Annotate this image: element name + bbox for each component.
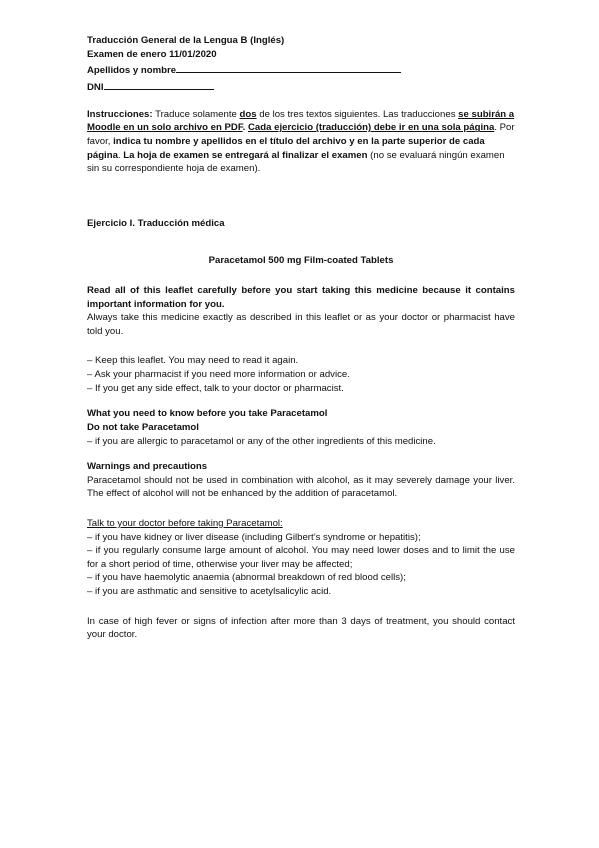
- name-label: Apellidos y nombre: [87, 65, 177, 77]
- list-item: – If you get any side effect, talk to your doctor or pharmacist.: [87, 382, 344, 394]
- exam-header: [87, 34, 515, 95]
- name-input-line[interactable]: [176, 62, 401, 73]
- instructions-emphasis: La hoja de examen se entregará al finalizar el examen: [123, 149, 368, 161]
- dni-field: [87, 79, 515, 95]
- exam-date: Examen de enero 11/01/2020: [87, 49, 217, 61]
- instructions-text: .: [242, 122, 248, 134]
- section-subheading: Do not take Paracetamol: [87, 421, 199, 433]
- instructions-text: . Por favor,: [87, 122, 515, 147]
- intro-text: Always take this medicine exactly as described in this leaflet or as your doctor or pharmacist have told you.: [87, 312, 515, 337]
- instructions-emphasis: dos: [239, 108, 257, 120]
- instructions-text: de los tres textos siguientes. Las traducciones: [256, 108, 459, 120]
- section-text: Paracetamol should not be used in combination with alcohol, as it may severely damage your liver. The effect of alcohol will not be enhanced by the addition of paracetamol.: [87, 474, 515, 500]
- advice-list: [87, 354, 515, 395]
- list-item: – Keep this leaflet. You may need to read it again.: [87, 355, 299, 367]
- instructions-emphasis: se subirán a Moodle en un solo archivo en PDF: [87, 108, 515, 134]
- name-field: [87, 62, 515, 78]
- course-title: Traducción General de la Lengua B (Inglés): [87, 35, 285, 46]
- list-item: – if you have kidney or liver disease (including Gilbert’s syndrome or hepatitis);: [87, 531, 421, 543]
- section-heading: Talk to your doctor before taking Paracetamol:: [87, 517, 283, 529]
- leaflet-title: Paracetamol 500 mg Film-coated Tablets: [208, 255, 394, 267]
- instructions-text: .: [117, 149, 124, 161]
- list-item: – if you are asthmatic and sensitive to acetylsalicylic acid.: [87, 585, 332, 597]
- section-heading: What you need to know before you take Paracetamol: [87, 408, 328, 420]
- instructions-text: Traduce solamente: [152, 108, 240, 120]
- section-heading: Warnings and precautions: [87, 461, 208, 473]
- list-item: – Ask your pharmacist if you need more information or advice.: [87, 369, 350, 381]
- section-talk-to-doctor: [87, 517, 515, 599]
- dni-input-line[interactable]: [104, 79, 214, 90]
- dni-label: DNI: [87, 81, 104, 93]
- instructions-emphasis: Cada ejercicio (traducción) debe ir en una sola página: [248, 122, 495, 134]
- list-item: – if you have haemolytic anaemia (abnormal breakdown of red blood cells);: [87, 572, 406, 584]
- instructions-emphasis: indica tu nombre y apellidos en el título del archivo y en la parte superior de cada página: [87, 135, 485, 161]
- instructions-text: (no se evaluará ningún examen sin su correspondiente hoja de examen).: [87, 149, 505, 175]
- intro-bold: Read all of this leaflet carefully before you start taking this medicine because it contains important information for you.: [87, 285, 515, 310]
- instructions: [87, 108, 515, 176]
- list-item: – if you are allergic to paracetamol or any of the other ingredients of this medicine.: [87, 435, 436, 447]
- section-warnings: [87, 460, 515, 501]
- list-item: – if you regularly consume large amount of alcohol. You may need lower doses and to limit the use for a short period of time, otherwise your liver may be affected;: [87, 545, 515, 570]
- exercise-title: Ejercicio I. Traducción médica: [87, 217, 225, 229]
- closing-text: In case of high fever or signs of infection after more than 3 days of treatment, you should contact your doctor.: [87, 615, 515, 641]
- section-before-taking: [87, 407, 515, 448]
- intro-block: [87, 284, 515, 338]
- instructions-label: Instrucciones:: [87, 108, 153, 120]
